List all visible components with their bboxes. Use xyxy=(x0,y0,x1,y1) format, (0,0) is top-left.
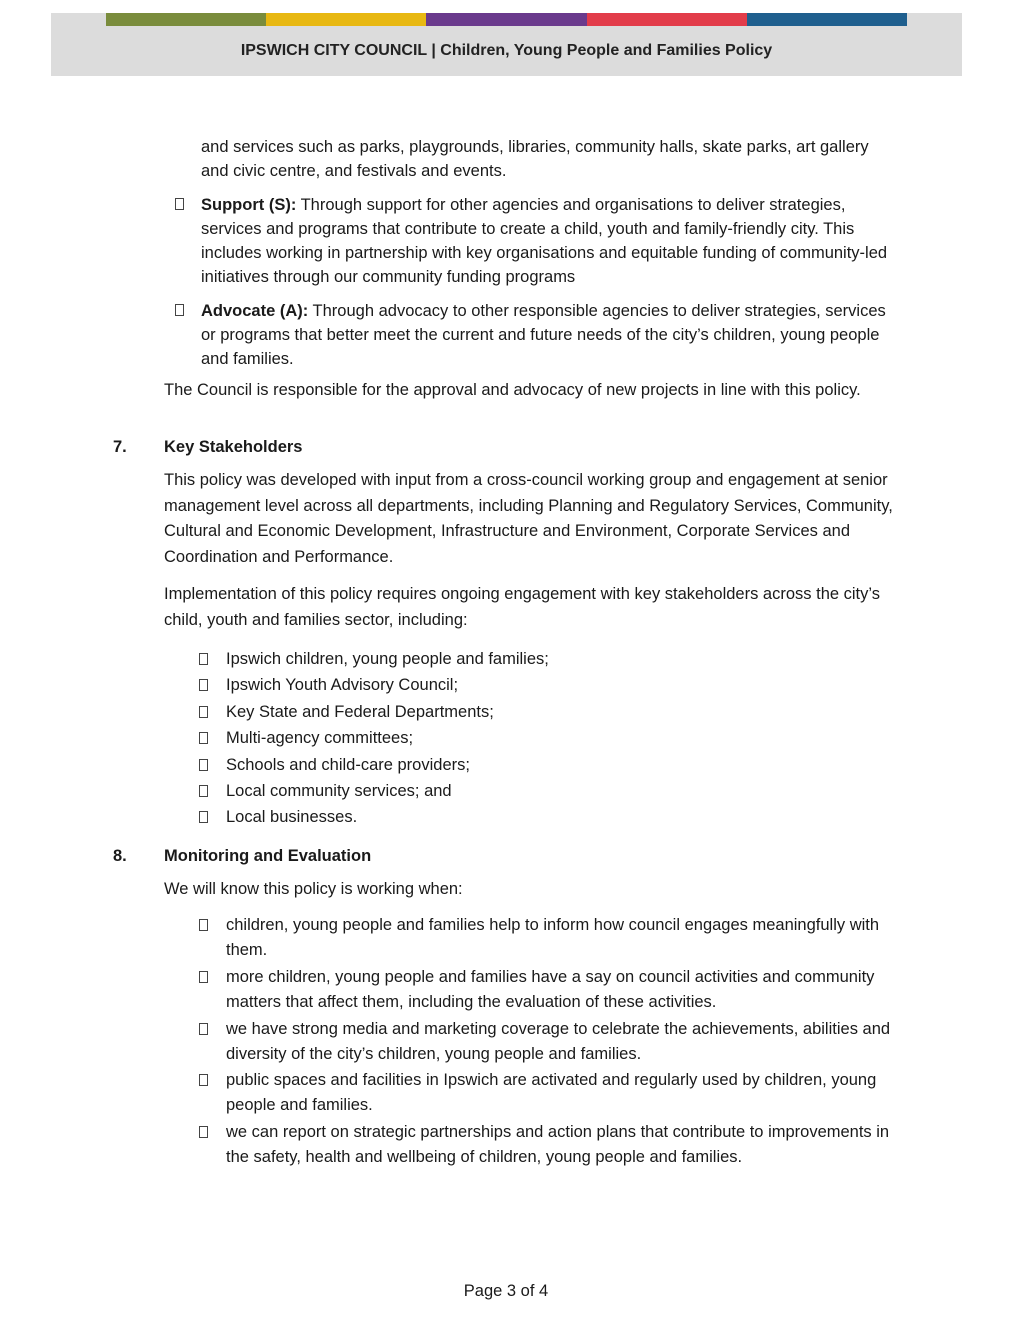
role-term: Support (S): xyxy=(201,196,297,214)
bullet-icon xyxy=(199,1023,208,1035)
list-item: we can report on strategic partnerships and action plans that contribute to improvements in the safety, health and wellbeing of children, young people and families. xyxy=(226,1123,890,1166)
role-support xyxy=(201,193,896,289)
header-title: IPSWICH CITY COUNCIL | Children, Young People and Families Policy xyxy=(240,42,773,59)
section-7-para-2: Implementation of this policy requires ongoing engagement with key stakeholders across the city’s child, youth and families sector, including: xyxy=(164,585,880,629)
intro-closing: The Council is responsible for the approval and advocacy of new projects in line with this policy. xyxy=(164,381,861,399)
list-item: Local businesses. xyxy=(226,808,358,826)
strip-segment-yellow xyxy=(266,13,426,26)
header-color-strip xyxy=(106,13,907,26)
section-7-title: Key Stakeholders xyxy=(164,438,303,456)
bullet-icon xyxy=(199,785,208,797)
role-advocate xyxy=(201,299,891,371)
list-item: Local community services; and xyxy=(226,782,452,800)
list-item: Multi-agency committees; xyxy=(226,729,414,747)
list-item: we have strong media and marketing coverage to celebrate the achievements, abilities and diversity of the city’s children, young people and families. xyxy=(226,1020,891,1063)
section-8-title: Monitoring and Evaluation xyxy=(164,847,372,865)
list-item: Ipswich children, young people and families; xyxy=(226,650,549,668)
bullet-icon xyxy=(175,304,184,316)
list-item: Ipswich Youth Advisory Council; xyxy=(226,676,459,694)
strip-segment-olive xyxy=(106,13,266,26)
list-item: Key State and Federal Departments; xyxy=(226,703,494,721)
section-7-number: 7. xyxy=(113,438,127,456)
bullet-icon xyxy=(199,706,208,718)
bullet-icon xyxy=(199,653,208,665)
bullet-icon xyxy=(199,732,208,744)
strip-segment-purple xyxy=(426,13,586,26)
strip-segment-blue xyxy=(747,13,907,26)
bullet-icon xyxy=(199,679,208,691)
bullet-icon xyxy=(199,759,208,771)
list-item: children, young people and families help to inform how council engages meaningfully with them. xyxy=(226,916,880,959)
section-8-number: 8. xyxy=(113,847,127,865)
bullet-icon xyxy=(199,971,208,983)
list-item: more children, young people and families have a say on council activities and community matters that affect them, including the evaluation of these activities. xyxy=(226,968,875,1011)
intro-continuation: and services such as parks, playgrounds, libraries, community halls, skate parks, art gallery and civic centre, and festivals and events. xyxy=(201,138,869,180)
role-text: Through advocacy to other responsible agencies to deliver strategies, services or programs that better meet the current and future needs of the city’s children, young people and families. xyxy=(201,302,886,368)
bullet-icon xyxy=(199,1074,208,1086)
list-item: public spaces and facilities in Ipswich are activated and regularly used by children, young people and families. xyxy=(226,1071,877,1114)
role-term: Advocate (A): xyxy=(201,302,309,320)
bullet-icon xyxy=(175,198,184,210)
page-number: Page 3 of 4 xyxy=(463,1282,549,1300)
strip-segment-red xyxy=(587,13,747,26)
bullet-icon xyxy=(199,1126,208,1138)
role-text: Through support for other agencies and organisations to deliver strategies, services and programs that contribute to create a child, youth and family-friendly city. This includes working in partnership with key organisations and equitable funding of community-led initiatives through our community funding programs xyxy=(201,196,888,286)
section-8-intro: We will know this policy is working when: xyxy=(164,880,463,898)
list-item: Schools and child-care providers; xyxy=(226,756,470,774)
bullet-icon xyxy=(199,919,208,931)
bullet-icon xyxy=(199,811,208,823)
section-7-para-1: This policy was developed with input from a cross-council working group and engagement at senior management level across all departments, including Planning and Regulatory Services, Community, Cultural and Economic Development, Infrastructure and Environment, Corporate Services and Coordination and Performance. xyxy=(164,471,893,566)
